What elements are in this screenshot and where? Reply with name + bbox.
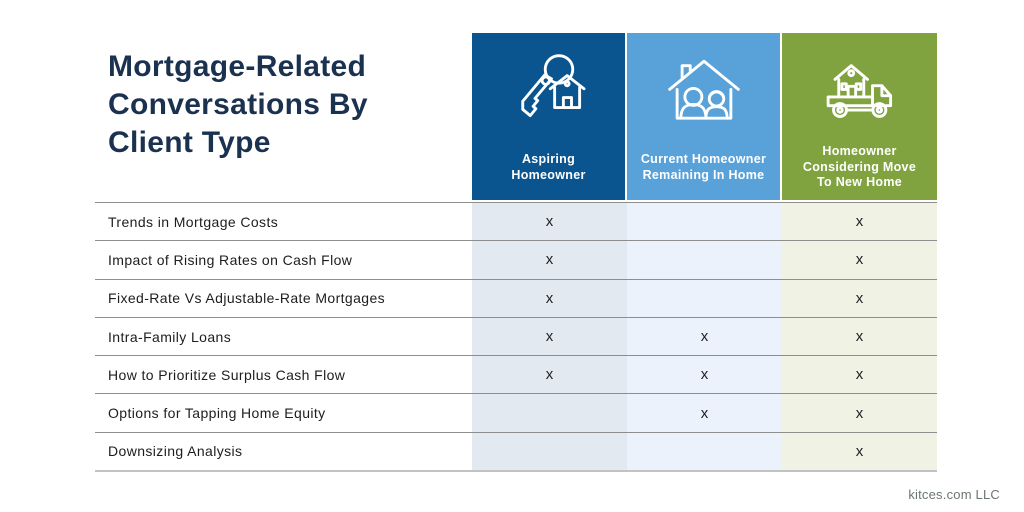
table-row	[95, 202, 937, 240]
page-title-line: Conversations By	[108, 88, 368, 121]
matrix-cell	[472, 433, 627, 470]
matrix-cell: x	[627, 394, 782, 431]
matrix-cell: x	[782, 318, 937, 355]
table-row	[95, 393, 937, 431]
row-label: Trends in Mortgage Costs	[108, 213, 279, 230]
row-label: Intra-Family Loans	[108, 328, 232, 345]
matrix-cell	[472, 394, 627, 431]
page-title-line: Mortgage-Related	[108, 50, 367, 83]
matrix-cell: x	[472, 318, 627, 355]
moving-truck-icon	[820, 45, 900, 135]
house-couple-icon	[664, 45, 744, 135]
matrix-cell: x	[782, 241, 937, 278]
column-header-label: Aspiring Homeowner	[511, 152, 586, 182]
column-header-current-homeowner	[627, 33, 780, 200]
column-header-moving-homeowner	[782, 33, 937, 200]
table-row	[95, 317, 937, 355]
matrix-cell: x	[472, 280, 627, 317]
matrix-cell: x	[782, 280, 937, 317]
conversations-matrix-table	[95, 202, 937, 472]
matrix-cell: x	[472, 241, 627, 278]
column-header-label: Current Homeowner Remaining In Home	[640, 152, 767, 182]
house-key-icon	[509, 45, 589, 135]
table-row	[95, 355, 937, 393]
row-label: Fixed-Rate Vs Adjustable-Rate Mortgages	[108, 290, 386, 307]
matrix-cell	[627, 280, 782, 317]
matrix-cell: x	[627, 318, 782, 355]
row-label: How to Prioritize Surplus Cash Flow	[108, 366, 346, 383]
matrix-cell: x	[782, 356, 937, 393]
column-header-aspiring-homeowner	[472, 33, 625, 200]
table-row	[95, 432, 937, 470]
table-row	[95, 279, 937, 317]
matrix-cell: x	[782, 433, 937, 470]
page-title-line: Client Type	[108, 126, 271, 159]
row-label: Impact of Rising Rates on Cash Flow	[108, 251, 353, 268]
source-attribution: kitces.com LLC	[908, 487, 1000, 502]
row-label: Options for Tapping Home Equity	[108, 405, 326, 422]
page-title	[108, 48, 488, 162]
table-row	[95, 240, 937, 278]
matrix-cell: x	[782, 203, 937, 240]
matrix-cell: x	[627, 356, 782, 393]
column-header-label: Homeowner Considering Move To New Home	[802, 144, 917, 190]
matrix-cell	[627, 203, 782, 240]
matrix-cell	[627, 433, 782, 470]
row-label: Downsizing Analysis	[108, 443, 243, 460]
matrix-cell: x	[472, 356, 627, 393]
matrix-cell: x	[472, 203, 627, 240]
matrix-cell: x	[782, 394, 937, 431]
matrix-cell	[627, 241, 782, 278]
